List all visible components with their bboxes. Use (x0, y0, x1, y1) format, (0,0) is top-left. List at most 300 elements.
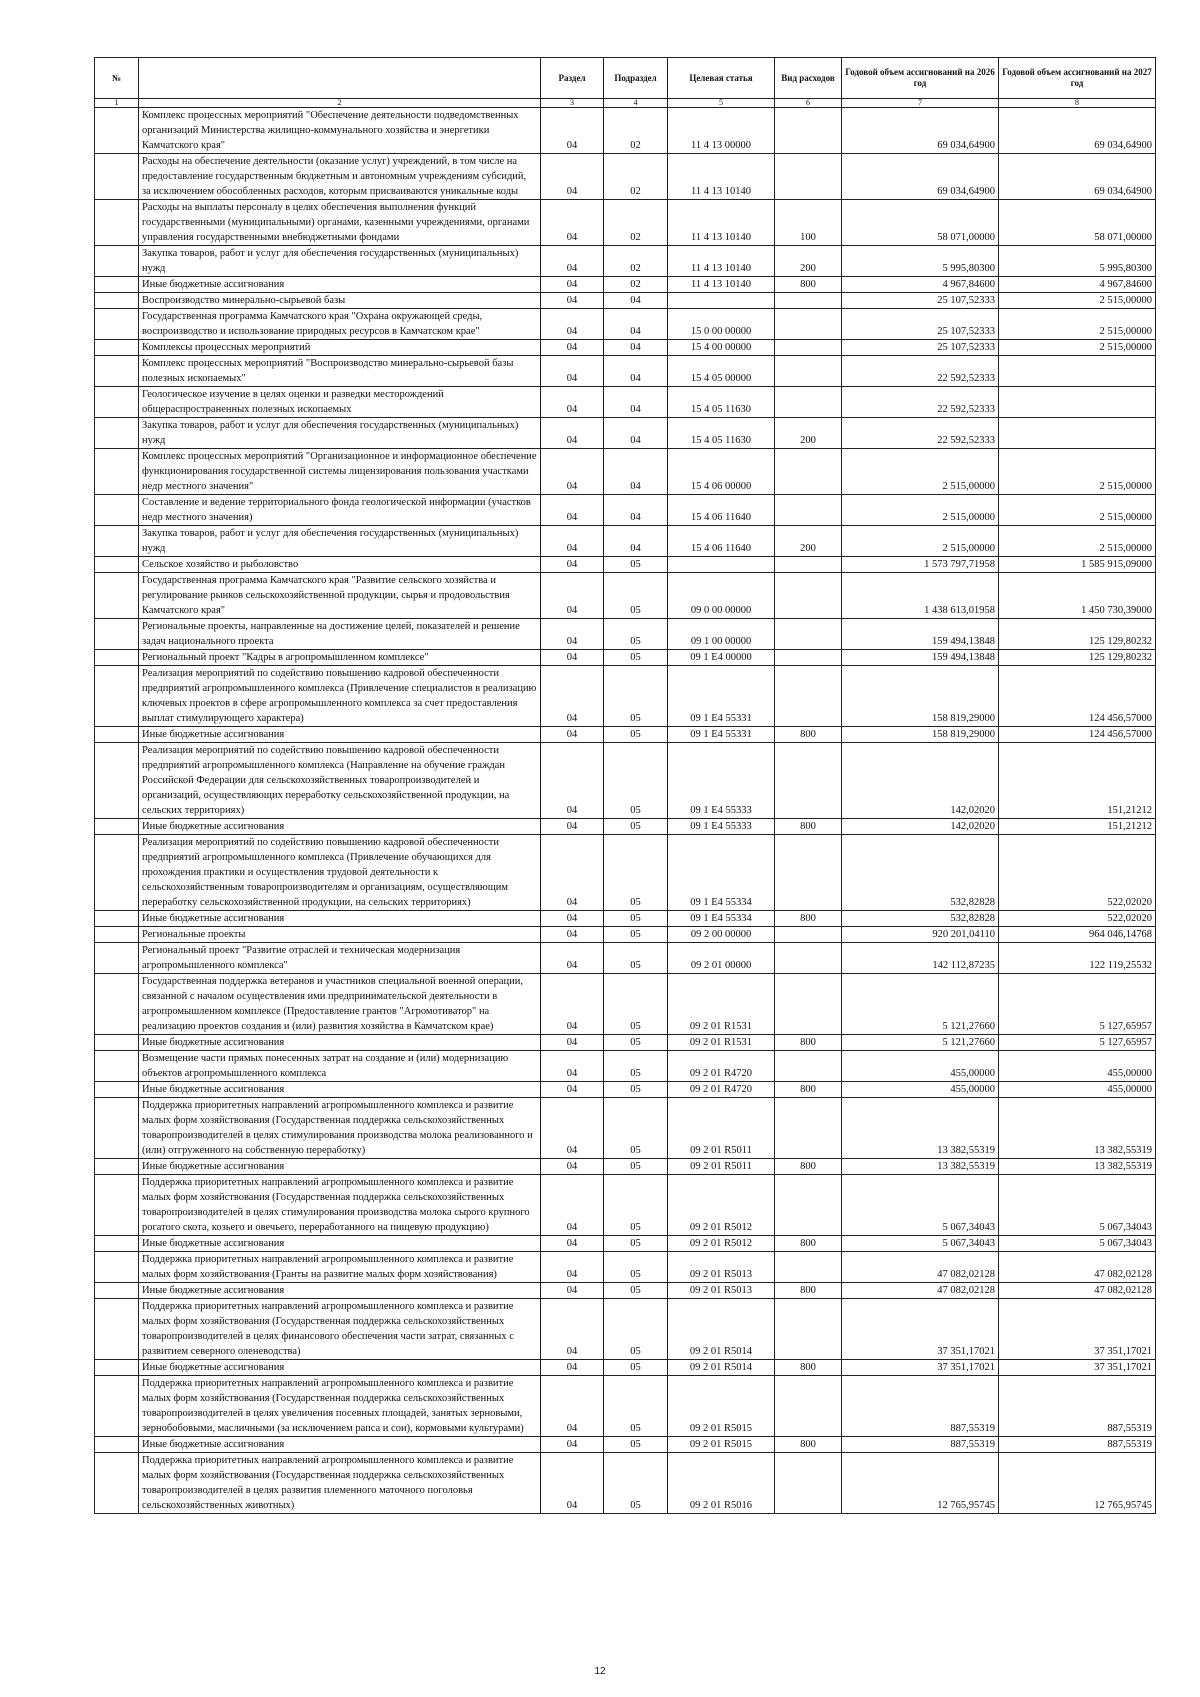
cell-section: 04 (541, 340, 604, 356)
cell-subsection: 05 (604, 819, 668, 835)
cell-subsection: 05 (604, 911, 668, 927)
cell-subsection: 05 (604, 1175, 668, 1236)
cell-subsection: 05 (604, 1252, 668, 1283)
cell-target-article: 09 2 01 R5013 (668, 1252, 775, 1283)
cell-target-article (668, 293, 775, 309)
cell-year-2026: 887,55319 (842, 1437, 999, 1453)
cell-target-article: 11 4 13 10140 (668, 154, 775, 200)
cell-name: Иные бюджетные ассигнования (139, 911, 541, 927)
table-row (95, 340, 1156, 356)
cell-year-2027: 2 515,00000 (999, 309, 1156, 340)
table-row (95, 1360, 1156, 1376)
cell-subsection: 04 (604, 449, 668, 495)
cell-name: Поддержка приоритетных направлений агропромышленного комплекса и развитие малых форм хозяйствования (Гранты на развитие малых форм хозяйствования) (139, 1252, 541, 1283)
cell-year-2027: 887,55319 (999, 1376, 1156, 1437)
cell-number (95, 1299, 139, 1360)
cell-target-article: 09 2 01 R5014 (668, 1299, 775, 1360)
cell-section: 04 (541, 449, 604, 495)
cell-year-2027: 47 082,02128 (999, 1283, 1156, 1299)
cell-target-article: 15 4 05 11630 (668, 418, 775, 449)
cell-expense-type (775, 927, 842, 943)
cell-subsection: 04 (604, 356, 668, 387)
cell-target-article: 15 0 00 00000 (668, 309, 775, 340)
cell-subsection: 02 (604, 200, 668, 246)
cell-year-2026: 158 819,29000 (842, 727, 999, 743)
cell-year-2026: 37 351,17021 (842, 1360, 999, 1376)
cell-expense-type (775, 835, 842, 911)
cell-expense-type: 200 (775, 526, 842, 557)
cell-expense-type (775, 108, 842, 154)
cell-year-2026: 22 592,52333 (842, 356, 999, 387)
cell-year-2027: 4 967,84600 (999, 277, 1156, 293)
cell-expense-type (775, 573, 842, 619)
cell-name: Региональные проекты, направленные на достижение целей, показателей и решение задач национального проекта (139, 619, 541, 650)
cell-name: Закупка товаров, работ и услуг для обеспечения государственных (муниципальных) нужд (139, 418, 541, 449)
cell-expense-type: 800 (775, 1035, 842, 1051)
cell-name: Геологическое изучение в целях оценки и разведки месторождений общераспространенных полезных ископаемых (139, 387, 541, 418)
cell-name: Государственная программа Камчатского края "Охрана окружающей среды, воспроизводство и использование природных ресурсов в Камчатском крае" (139, 309, 541, 340)
cell-year-2027: 2 515,00000 (999, 293, 1156, 309)
cell-year-2026: 22 592,52333 (842, 418, 999, 449)
cell-expense-type: 800 (775, 1236, 842, 1252)
cell-year-2026: 5 067,34043 (842, 1175, 999, 1236)
table-row (95, 819, 1156, 835)
cell-expense-type (775, 387, 842, 418)
cell-name: Иные бюджетные ассигнования (139, 1283, 541, 1299)
table-row (95, 1175, 1156, 1236)
cell-section: 04 (541, 1299, 604, 1360)
cell-subsection: 05 (604, 1159, 668, 1175)
cell-subsection: 05 (604, 1453, 668, 1514)
cell-subsection: 05 (604, 1360, 668, 1376)
cell-year-2027: 1 450 730,39000 (999, 573, 1156, 619)
cell-year-2026: 887,55319 (842, 1376, 999, 1437)
table-row (95, 1098, 1156, 1159)
cell-target-article: 09 1 Е4 55333 (668, 743, 775, 819)
cell-subsection: 05 (604, 1082, 668, 1098)
cell-number (95, 246, 139, 277)
cell-section: 04 (541, 743, 604, 819)
table-row (95, 1035, 1156, 1051)
column-number: 2 (139, 99, 541, 108)
cell-number (95, 495, 139, 526)
cell-subsection: 04 (604, 309, 668, 340)
cell-expense-type (775, 1299, 842, 1360)
cell-target-article: 09 2 00 00000 (668, 927, 775, 943)
cell-name: Государственная поддержка ветеранов и участников специальной военной операции, связанной с началом осуществления ими предпринимательской деятельности в агропромышленном комплексе (Предоставление грантов "Агромотиватор" на реализацию проектов создания и (или) развития хозяйства в Камчатском крае) (139, 974, 541, 1035)
cell-section: 04 (541, 573, 604, 619)
cell-year-2026: 25 107,52333 (842, 309, 999, 340)
cell-year-2027: 887,55319 (999, 1437, 1156, 1453)
cell-expense-type (775, 449, 842, 495)
table-row (95, 526, 1156, 557)
column-number-row (95, 99, 1156, 108)
cell-expense-type (775, 309, 842, 340)
cell-year-2026: 1 573 797,71958 (842, 557, 999, 573)
cell-expense-type (775, 1376, 842, 1437)
cell-number (95, 727, 139, 743)
cell-name: Закупка товаров, работ и услуг для обеспечения государственных (муниципальных) нужд (139, 526, 541, 557)
cell-expense-type: 800 (775, 911, 842, 927)
cell-name: Иные бюджетные ассигнования (139, 1159, 541, 1175)
cell-name: Составление и ведение территориального фонда геологической информации (участков недр местного значения) (139, 495, 541, 526)
cell-section: 04 (541, 309, 604, 340)
table-row (95, 1252, 1156, 1283)
cell-subsection: 05 (604, 619, 668, 650)
cell-year-2026: 1 438 613,01958 (842, 573, 999, 619)
cell-year-2026: 532,82828 (842, 911, 999, 927)
cell-year-2027: 455,00000 (999, 1082, 1156, 1098)
cell-target-article: 09 2 01 00000 (668, 943, 775, 974)
cell-expense-type: 200 (775, 246, 842, 277)
cell-section: 04 (541, 727, 604, 743)
cell-subsection: 05 (604, 650, 668, 666)
cell-number (95, 200, 139, 246)
cell-year-2027: 455,00000 (999, 1051, 1156, 1082)
cell-number (95, 1360, 139, 1376)
cell-number (95, 1453, 139, 1514)
table-row (95, 743, 1156, 819)
header-target-article: Целевая статья (668, 58, 775, 99)
cell-target-article: 09 1 Е4 55334 (668, 911, 775, 927)
cell-year-2027: 2 515,00000 (999, 340, 1156, 356)
cell-year-2026: 37 351,17021 (842, 1299, 999, 1360)
table-row (95, 835, 1156, 911)
header-number: № (95, 58, 139, 99)
cell-year-2027: 37 351,17021 (999, 1299, 1156, 1360)
table-row (95, 927, 1156, 943)
cell-number (95, 835, 139, 911)
cell-section: 04 (541, 835, 604, 911)
cell-year-2027: 151,21212 (999, 819, 1156, 835)
cell-subsection: 05 (604, 727, 668, 743)
cell-number (95, 309, 139, 340)
cell-year-2027: 2 515,00000 (999, 526, 1156, 557)
table-row (95, 1299, 1156, 1360)
column-number: 6 (775, 99, 842, 108)
cell-subsection: 05 (604, 1236, 668, 1252)
cell-subsection: 05 (604, 835, 668, 911)
cell-subsection: 04 (604, 418, 668, 449)
table-row (95, 1082, 1156, 1098)
header-year-2026: Годовой объем ассигнований на 2026 год (842, 58, 999, 99)
cell-target-article: 11 4 13 10140 (668, 200, 775, 246)
cell-section: 04 (541, 974, 604, 1035)
cell-section: 04 (541, 526, 604, 557)
cell-year-2027: 2 515,00000 (999, 449, 1156, 495)
cell-number (95, 573, 139, 619)
cell-name: Возмещение части прямых понесенных затрат на создание и (или) модернизацию объектов агропромышленного комплекса (139, 1051, 541, 1082)
cell-name: Поддержка приоритетных направлений агропромышленного комплекса и развитие малых форм хозяйствования (Государственная поддержка сельскохозяйственных товаропроизводителей в целях развития племенного маточного поголовья сельскохозяйственных животных) (139, 1453, 541, 1514)
table-row (95, 1283, 1156, 1299)
cell-name: Комплекс процессных мероприятий "Воспроизводство минерально-сырьевой базы полезных ископаемых" (139, 356, 541, 387)
cell-section: 04 (541, 108, 604, 154)
cell-year-2027: 1 585 915,09000 (999, 557, 1156, 573)
cell-year-2026: 2 515,00000 (842, 526, 999, 557)
cell-target-article: 09 2 01 R4720 (668, 1082, 775, 1098)
cell-year-2027: 5 127,65957 (999, 1035, 1156, 1051)
cell-name: Комплекс процессных мероприятий "Организационное и информационное обеспечение функционирования государственной системы лицензирования пользования участками недр местного значения" (139, 449, 541, 495)
cell-year-2027: 125 129,80232 (999, 619, 1156, 650)
table-row (95, 1437, 1156, 1453)
cell-expense-type: 800 (775, 727, 842, 743)
cell-number (95, 1175, 139, 1236)
header-section: Раздел (541, 58, 604, 99)
cell-target-article: 09 1 00 00000 (668, 619, 775, 650)
cell-section: 04 (541, 1360, 604, 1376)
cell-subsection: 04 (604, 387, 668, 418)
cell-year-2027: 5 067,34043 (999, 1236, 1156, 1252)
table-header-row (95, 58, 1156, 99)
table-row (95, 108, 1156, 154)
cell-subsection: 05 (604, 1035, 668, 1051)
cell-number (95, 1098, 139, 1159)
cell-section: 04 (541, 200, 604, 246)
table-row (95, 974, 1156, 1035)
cell-subsection: 05 (604, 1051, 668, 1082)
cell-name: Расходы на выплаты персоналу в целях обеспечения выполнения функций государственными (муниципальными) органами, казенными учреждениями, органами управления государственными внебюджетными фондами (139, 200, 541, 246)
cell-year-2026: 22 592,52333 (842, 387, 999, 418)
cell-target-article: 15 4 05 00000 (668, 356, 775, 387)
cell-year-2026: 158 819,29000 (842, 666, 999, 727)
cell-target-article: 15 4 00 00000 (668, 340, 775, 356)
cell-number (95, 666, 139, 727)
budget-table (94, 57, 1156, 1514)
cell-section: 04 (541, 277, 604, 293)
cell-expense-type: 800 (775, 1082, 842, 1098)
column-number: 1 (95, 99, 139, 108)
cell-number (95, 449, 139, 495)
cell-target-article (668, 557, 775, 573)
cell-name: Иные бюджетные ассигнования (139, 277, 541, 293)
cell-number (95, 387, 139, 418)
cell-target-article: 09 1 Е4 55334 (668, 835, 775, 911)
cell-number (95, 927, 139, 943)
cell-expense-type: 800 (775, 819, 842, 835)
cell-year-2027: 5 127,65957 (999, 974, 1156, 1035)
cell-expense-type (775, 1175, 842, 1236)
cell-number (95, 293, 139, 309)
cell-number (95, 1283, 139, 1299)
cell-subsection: 05 (604, 1283, 668, 1299)
cell-year-2027: 124 456,57000 (999, 727, 1156, 743)
cell-year-2026: 69 034,64900 (842, 154, 999, 200)
cell-number (95, 650, 139, 666)
cell-expense-type (775, 356, 842, 387)
table-row (95, 309, 1156, 340)
table-row (95, 727, 1156, 743)
table-row (95, 495, 1156, 526)
cell-expense-type (775, 1051, 842, 1082)
table-row (95, 619, 1156, 650)
cell-number (95, 619, 139, 650)
cell-year-2026: 455,00000 (842, 1082, 999, 1098)
cell-name: Реализация мероприятий по содействию повышению кадровой обеспеченности предприятий агропромышленного комплекса (Направление на обучение граждан Российской Федерации для сельскохозяйственных товаропроизводителей и организаций, осуществляющих переработку сельскохозяйственной продукции, на сельских территориях) (139, 743, 541, 819)
table-row (95, 356, 1156, 387)
table-row (95, 387, 1156, 418)
cell-section: 04 (541, 1236, 604, 1252)
table-row (95, 943, 1156, 974)
cell-target-article: 09 1 Е4 55331 (668, 666, 775, 727)
cell-subsection: 05 (604, 1098, 668, 1159)
cell-target-article: 11 4 13 10140 (668, 277, 775, 293)
cell-name: Региональный проект "Развитие отраслей и техническая модернизация агропромышленного комплекса" (139, 943, 541, 974)
cell-target-article: 09 2 01 R5015 (668, 1437, 775, 1453)
cell-number (95, 1051, 139, 1082)
cell-expense-type: 800 (775, 277, 842, 293)
cell-year-2026: 5 067,34043 (842, 1236, 999, 1252)
cell-year-2027: 2 515,00000 (999, 495, 1156, 526)
table-row (95, 1051, 1156, 1082)
cell-section: 04 (541, 1453, 604, 1514)
cell-year-2027: 12 765,95745 (999, 1453, 1156, 1514)
cell-name: Региональные проекты (139, 927, 541, 943)
cell-subsection: 04 (604, 526, 668, 557)
cell-year-2026: 25 107,52333 (842, 340, 999, 356)
cell-section: 04 (541, 1376, 604, 1437)
cell-target-article: 09 2 01 R5016 (668, 1453, 775, 1514)
cell-section: 04 (541, 495, 604, 526)
cell-section: 04 (541, 1082, 604, 1098)
cell-section: 04 (541, 356, 604, 387)
cell-section: 04 (541, 619, 604, 650)
cell-year-2026: 13 382,55319 (842, 1159, 999, 1175)
cell-target-article: 09 2 01 R5013 (668, 1283, 775, 1299)
cell-number (95, 1252, 139, 1283)
cell-section: 04 (541, 666, 604, 727)
cell-target-article: 15 4 06 00000 (668, 449, 775, 495)
cell-number (95, 557, 139, 573)
cell-year-2027: 151,21212 (999, 743, 1156, 819)
cell-name: Иные бюджетные ассигнования (139, 727, 541, 743)
cell-section: 04 (541, 418, 604, 449)
cell-section: 04 (541, 1098, 604, 1159)
cell-name: Расходы на обеспечение деятельности (оказание услуг) учреждений, в том числе на предоставление государственным бюджетным и автономным учреждениям субсидий, за исключением обособленных расходов, которым присваиваются уникальные коды (139, 154, 541, 200)
cell-year-2026: 920 201,04110 (842, 927, 999, 943)
cell-subsection: 05 (604, 557, 668, 573)
cell-number (95, 1437, 139, 1453)
cell-name: Государственная программа Камчатского края "Развитие сельского хозяйства и регулирование рынков сельскохозяйственной продукции, сырья и продовольствия Камчатского края" (139, 573, 541, 619)
table-row (95, 573, 1156, 619)
cell-section: 04 (541, 557, 604, 573)
cell-number (95, 943, 139, 974)
cell-section: 04 (541, 927, 604, 943)
cell-target-article: 15 4 05 11630 (668, 387, 775, 418)
cell-target-article: 11 4 13 00000 (668, 108, 775, 154)
cell-expense-type: 800 (775, 1360, 842, 1376)
cell-expense-type (775, 974, 842, 1035)
cell-year-2027: 964 046,14768 (999, 927, 1156, 943)
cell-expense-type: 800 (775, 1159, 842, 1175)
cell-number (95, 356, 139, 387)
cell-expense-type (775, 650, 842, 666)
cell-year-2026: 25 107,52333 (842, 293, 999, 309)
cell-year-2026: 69 034,64900 (842, 108, 999, 154)
cell-target-article: 09 2 01 R4720 (668, 1051, 775, 1082)
table-row (95, 277, 1156, 293)
cell-subsection: 05 (604, 666, 668, 727)
cell-year-2026: 142,02020 (842, 743, 999, 819)
cell-number (95, 526, 139, 557)
cell-section: 04 (541, 1437, 604, 1453)
cell-number (95, 819, 139, 835)
cell-expense-type (775, 1252, 842, 1283)
cell-subsection: 04 (604, 340, 668, 356)
cell-subsection: 05 (604, 743, 668, 819)
cell-name: Иные бюджетные ассигнования (139, 1437, 541, 1453)
cell-section: 04 (541, 911, 604, 927)
cell-year-2026: 159 494,13848 (842, 650, 999, 666)
cell-expense-type (775, 154, 842, 200)
cell-target-article: 09 2 01 R5011 (668, 1098, 775, 1159)
cell-number (95, 911, 139, 927)
cell-expense-type (775, 619, 842, 650)
cell-year-2026: 5 995,80300 (842, 246, 999, 277)
cell-section: 04 (541, 246, 604, 277)
cell-subsection: 02 (604, 154, 668, 200)
cell-year-2026: 159 494,13848 (842, 619, 999, 650)
cell-subsection: 02 (604, 277, 668, 293)
table-body (95, 108, 1156, 1514)
cell-target-article: 09 1 Е4 55333 (668, 819, 775, 835)
cell-name: Поддержка приоритетных направлений агропромышленного комплекса и развитие малых форм хозяйствования (Государственная поддержка сельскохозяйственных товаропроизводителей в целях стимулирования производства молока реализованного и (или) отгруженного на собственную переработку) (139, 1098, 541, 1159)
table-row (95, 154, 1156, 200)
cell-year-2027 (999, 356, 1156, 387)
cell-name: Закупка товаров, работ и услуг для обеспечения государственных (муниципальных) нужд (139, 246, 541, 277)
table-row (95, 666, 1156, 727)
cell-name: Поддержка приоритетных направлений агропромышленного комплекса и развитие малых форм хозяйствования (Государственная поддержка сельскохозяйственных товаропроизводителей в целях финансового обеспечения части затрат, связанных с развитием северного оленеводства) (139, 1299, 541, 1360)
table-row (95, 1159, 1156, 1175)
cell-subsection: 02 (604, 108, 668, 154)
cell-name: Реализация мероприятий по содействию повышению кадровой обеспеченности предприятий агропромышленного комплекса (Привлечение обучающихся для прохождения практики и осуществления трудовой деятельности к сельскохозяйственным товаропроизводителям и организациям, осуществляющим переработку сельскохозяйственной продукции, на сельских территориях) (139, 835, 541, 911)
cell-target-article: 09 2 01 R5012 (668, 1175, 775, 1236)
cell-year-2027: 522,02020 (999, 835, 1156, 911)
cell-subsection: 05 (604, 943, 668, 974)
cell-expense-type: 800 (775, 1437, 842, 1453)
table-row (95, 449, 1156, 495)
cell-year-2027: 125 129,80232 (999, 650, 1156, 666)
cell-number (95, 1035, 139, 1051)
cell-number (95, 974, 139, 1035)
cell-subsection: 05 (604, 1437, 668, 1453)
table-row (95, 200, 1156, 246)
cell-name: Региональный проект "Кадры в агропромышленном комплексе" (139, 650, 541, 666)
header-year-2027: Годовой объем ассигнований на 2027 год (999, 58, 1156, 99)
cell-year-2026: 2 515,00000 (842, 449, 999, 495)
cell-year-2027: 58 071,00000 (999, 200, 1156, 246)
cell-expense-type (775, 557, 842, 573)
cell-target-article: 09 2 01 R5012 (668, 1236, 775, 1252)
cell-subsection: 05 (604, 974, 668, 1035)
cell-target-article: 09 2 01 R5011 (668, 1159, 775, 1175)
cell-expense-type (775, 340, 842, 356)
cell-number (95, 743, 139, 819)
cell-year-2027: 5 995,80300 (999, 246, 1156, 277)
cell-section: 04 (541, 1283, 604, 1299)
cell-year-2026: 142,02020 (842, 819, 999, 835)
cell-section: 04 (541, 1035, 604, 1051)
cell-number (95, 1236, 139, 1252)
table-row (95, 1236, 1156, 1252)
table-row (95, 293, 1156, 309)
cell-subsection: 05 (604, 1299, 668, 1360)
cell-target-article: 09 1 Е4 00000 (668, 650, 775, 666)
cell-subsection: 04 (604, 495, 668, 526)
cell-year-2026: 47 082,02128 (842, 1283, 999, 1299)
cell-target-article: 09 0 00 00000 (668, 573, 775, 619)
cell-number (95, 277, 139, 293)
cell-number (95, 154, 139, 200)
